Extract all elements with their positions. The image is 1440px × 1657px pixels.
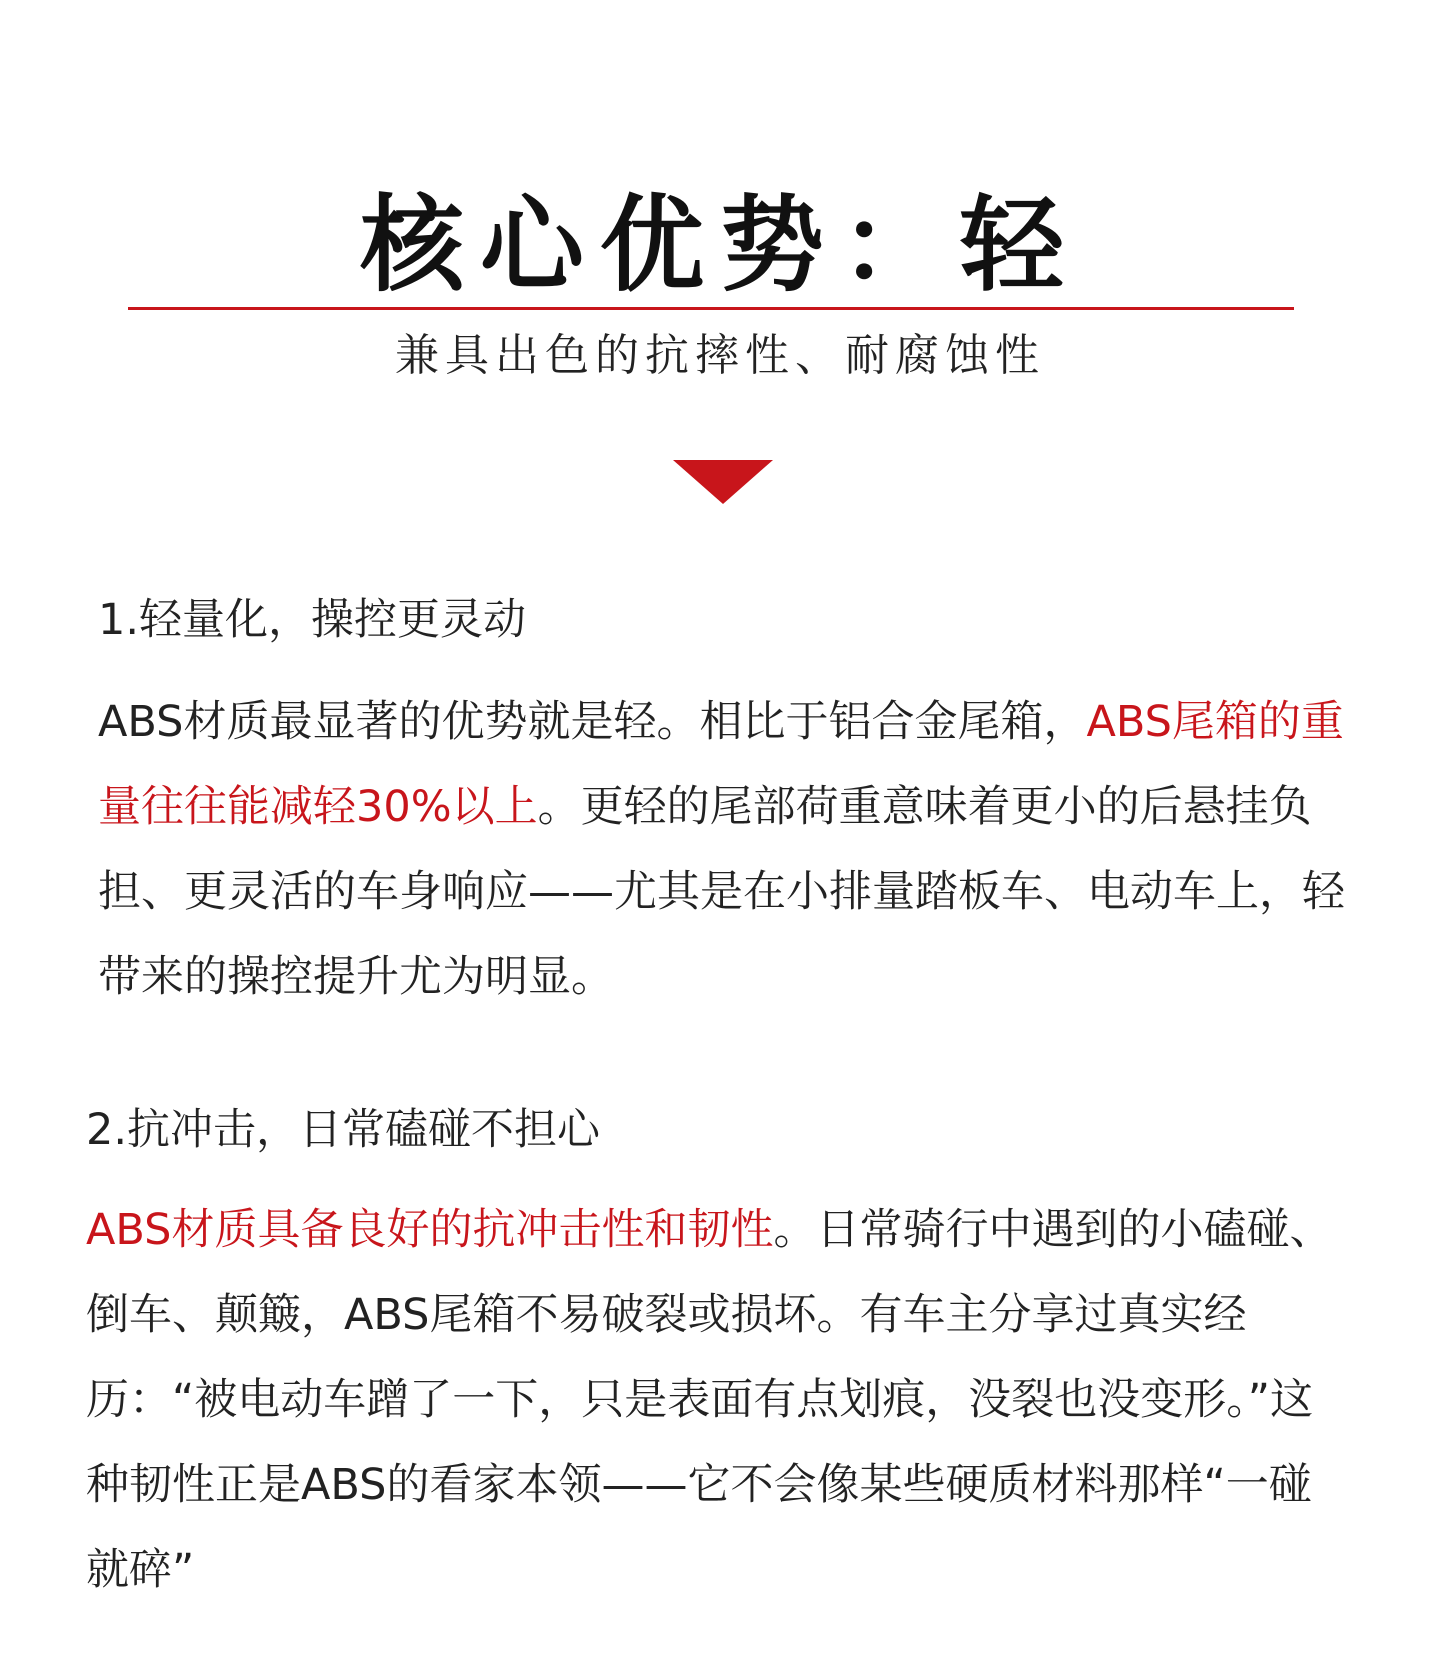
section-paragraph [86, 1188, 1346, 1613]
title-divider [128, 307, 1294, 310]
paragraph-text: ABS材质最显著的优势就是轻。相比于铝合金尾箱， [98, 697, 1087, 747]
section-impact-resistance [0, 1100, 1440, 1613]
section-heading: 1.轻量化，操控更灵动 [98, 595, 527, 645]
page-title: 核心优势：轻 [359, 184, 1080, 306]
section-heading: 2.抗冲击，日常磕碰不担心 [86, 1105, 601, 1155]
down-triangle-icon [673, 460, 773, 504]
paragraph-text: 。日常骑行中遇到的小磕碰、倒车、颠簸，ABS尾箱不易破裂或损坏。有车主分享过真实经历：“被电动车蹭了一下，只是表面有点划痕，没裂也没变形。”这种韧性正是ABS的看家本领——它不会像某些硬质材料那样“一碰就碎” [86, 1205, 1333, 1595]
highlighted-text: ABS尾箱的重量往往能减轻30%以上 [98, 697, 1344, 832]
section-paragraph [98, 680, 1358, 1020]
section-lightweight [0, 590, 1440, 1020]
page-subtitle: 兼具出色的抗摔性、耐腐蚀性 [395, 330, 1045, 381]
paragraph-text: 。更轻的尾部荷重意味着更小的后悬挂负担、更灵活的车身响应——尤其是在小排量踏板车、电动车上，轻带来的操控提升尤为明显。 [98, 782, 1345, 1002]
highlighted-text: ABS材质具备良好的抗冲击性和韧性 [86, 1205, 774, 1255]
